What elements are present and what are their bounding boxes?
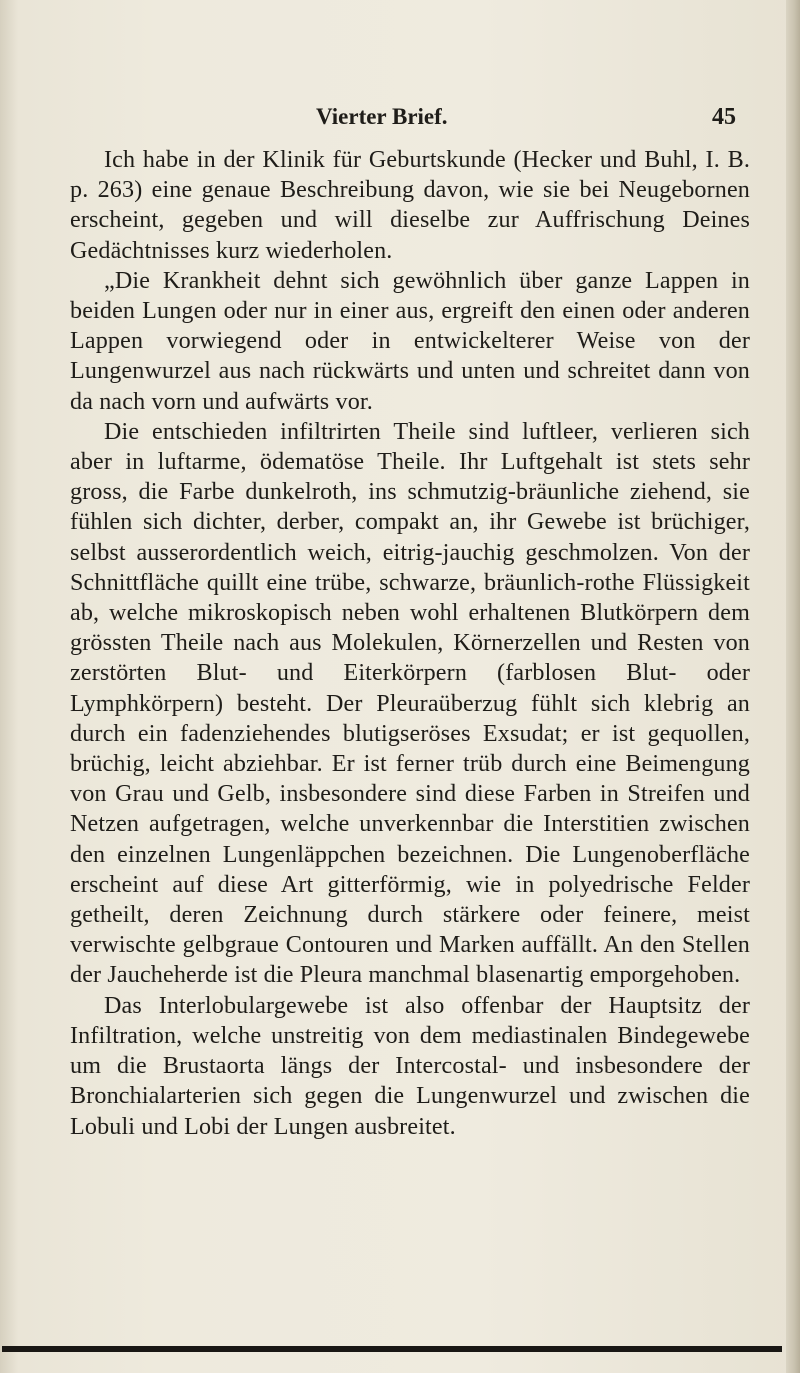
page-edge: [786, 0, 800, 1373]
bottom-edge-rule: [2, 1346, 782, 1352]
page-header: [316, 104, 736, 134]
body-text: [70, 145, 750, 1142]
page-number: 45: [712, 104, 736, 130]
paragraph-1: Ich habe in der Klinik für Geburtskunde (Hecker und Buhl, I. B. p. 263) eine genaue Beschreibung davon, wie sie bei Neugebornen erscheint, gegeben und will dieselbe zur Auffrischung Deines Gedächtnisses kurz wiederholen.: [70, 147, 750, 264]
running-title: Vierter Brief.: [316, 104, 448, 129]
paragraph-3: Die entschieden infiltrirten Theile sind luftleer, verlieren sich aber in luftarme, ödematöse Theile. Ihr Luftgehalt ist stets sehr gross, die Farbe dunkelroth, ins schmutzig-bräunliche ziehend, sie fühlen sich dichter, derber, compakt an, ihr Gewebe ist brüchiger, selbst ausserordentlich weich, eitrig-jauchig geschmolzen. Von der Schnittfläche quillt eine trübe, schwarze, bräunlich-rothe Flüssigkeit ab, welche mikroskopisch neben wohl erhaltenen Blutkörpern dem grössten Theile nach aus Molekulen, Körnerzellen und Resten von zerstörten Blut- und Eiterkörpern (farblosen Blut- oder Lymphkörpern) besteht. Der Pleuraüberzug fühlt sich klebrig an durch ein fadenziehendes blutigseröses Exsudat; er ist gequollen, brüchig, leicht abziehbar. Er ist ferner trüb durch eine Beimengung von Grau und Gelb, insbesondere sind diese Farben in Streifen und Netzen aufgetragen, welche unverkennbar die Interstitien zwischen den einzelnen Lungenläppchen bezeichnen. Die Lungenoberfläche erscheint auf diese Art gitterförmig, wie in polyedrische Felder getheilt, deren Zeichnung durch stärkere oder feinere, meist verwischte gelbgraue Contouren und Marken auffällt. An den Stellen der Jaucheherde ist die Pleura manchmal blasenartig emporgehoben.: [70, 418, 750, 989]
paragraph-2: „Die Krankheit dehnt sich gewöhnlich über ganze Lappen in beiden Lungen oder nur in einer aus, ergreift den einen oder anderen Lappen vorwiegend oder in entwickelterer Weise von der Lungenwurzel aus nach rückwärts und unten und schreitet dann von da nach vorn und aufwärts vor.: [70, 267, 750, 415]
paragraph-4: Das Interlobulargewebe ist also offenbar der Hauptsitz der Infiltration, welche unstreitig von dem mediastinalen Bindegewebe um die Brustaorta längs der Intercostal- und insbesondere der Bronchialarterien sich gegen die Lungenwurzel und zwischen die Lobuli und Lobi der Lungen ausbreitet.: [70, 992, 750, 1140]
page-gutter-shadow: [0, 0, 18, 1373]
